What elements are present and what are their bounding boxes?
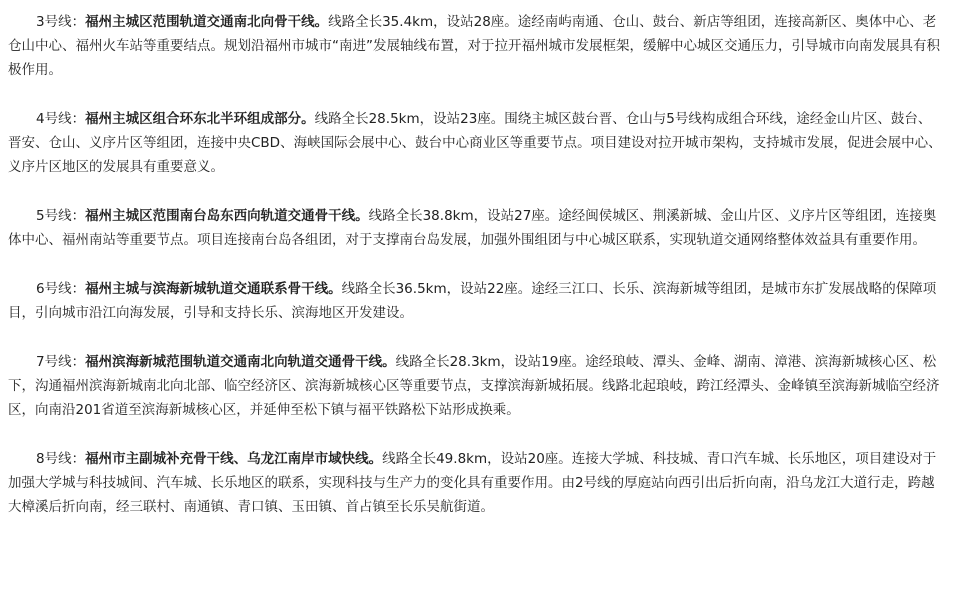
paragraph-gap: [8, 82, 944, 107]
line-6-title: 福州主城与滨海新城轨道交通联系骨干线。: [85, 281, 342, 297]
line-5-paragraph: [8, 204, 944, 252]
line-5-label: 5号线：: [36, 208, 86, 224]
line-4-description: 线路全长28.5km，设站23座。围绕主城区鼓台晋、仓山与5号线构成组合环线，途经金山片区、鼓台、晋安、仓山、义序片区等组团，连接中央CBD、海峡国际会展中心、鼓台中心商业区等重要节点。项目建设对拉开城市架构，支持城市发展，促进会展中心、义序片区地区的发展具有重要意义。: [8, 111, 942, 175]
line-7-title: 福州滨海新城范围轨道交通南北向轨道交通骨干线。: [85, 354, 396, 370]
line-5-description: 线路全长38.8km，设站27座。途经闽侯城区、荆溪新城、金山片区、义序片区等组团，连接奥体中心、福州南站等重要节点。项目连接南台岛各组团，对于支撑南台岛发展，加强外围组团与中心城区联系，实现轨道交通网络整体效益具有重要作用。: [8, 208, 937, 248]
line-6-description: 线路全长36.5km，设站22座。途经三江口、长乐、滨海新城等组团，是城市东扩发展战略的保障项目，引向城市沿江向海发展，引导和支持长乐、滨海地区开发建设。: [8, 281, 937, 321]
line-3-description: 线路全长35.4km，设站28座。途经南屿南通、仓山、鼓台、新店等组团，连接高新区、奥体中心、老仓山中心、福州火车站等重要结点。规划沿福州市城市“南进”发展轴线布置，对于拉开福州城市发展框架，缓解中心城区交通压力，引导城市向南发展具有积极作用。: [8, 14, 940, 78]
line-7-paragraph: [8, 350, 944, 422]
line-8-label: 8号线：: [36, 451, 86, 467]
line-5-title: 福州主城区范围南台岛东西向轨道交通骨干线。: [85, 208, 369, 224]
line-6-label: 6号线：: [36, 281, 86, 297]
line-8-paragraph: [8, 447, 944, 519]
line-7-label: 7号线：: [36, 354, 86, 370]
line-7-description: 线路全长28.3km，设站19座。途经琅岐、潭头、金峰、湖南、漳港、滨海新城核心区、松下，沟通福州滨海新城南北向北部、临空经济区、滨海新城核心区等重要节点，支撑滨海新城拓展。线路北起琅岐，跨江经潭头、金峰镇至滨海新城临空经济区，向南沿201省道至滨海新城核心区，并延伸至松下镇与福平铁路松下站形成换乘。: [8, 354, 940, 418]
line-6-paragraph: [8, 277, 944, 325]
line-3-title: 福州主城区范围轨道交通南北向骨干线。: [85, 14, 329, 30]
paragraph-gap: [8, 179, 944, 204]
paragraph-gap: [8, 422, 944, 447]
line-3-paragraph: [8, 0, 944, 82]
line-8-title: 福州市主副城补充骨干线、乌龙江南岸市域快线。: [85, 451, 383, 467]
line-3-label: 3号线：: [36, 14, 86, 30]
document-body: [8, 0, 944, 519]
line-4-paragraph: [8, 107, 944, 179]
line-4-title: 福州主城区组合环东北半环组成部分。: [85, 111, 315, 127]
line-8-description: 线路全长49.8km，设站20座。连接大学城、科技城、青口汽车城、长乐地区，项目建设对于加强大学城与科技城间、汽车城、长乐地区的联系，实现科技与生产力的变化具有重要作用。由2号线的厚庭站向西引出后折向南，沿乌龙江大道行走，跨越大樟溪后折向南，经三联村、南通镇、青口镇、玉田镇、首占镇至长乐吴航街道。: [8, 451, 937, 515]
line-4-label: 4号线：: [36, 111, 86, 127]
paragraph-gap: [8, 325, 944, 350]
paragraph-gap: [8, 252, 944, 277]
